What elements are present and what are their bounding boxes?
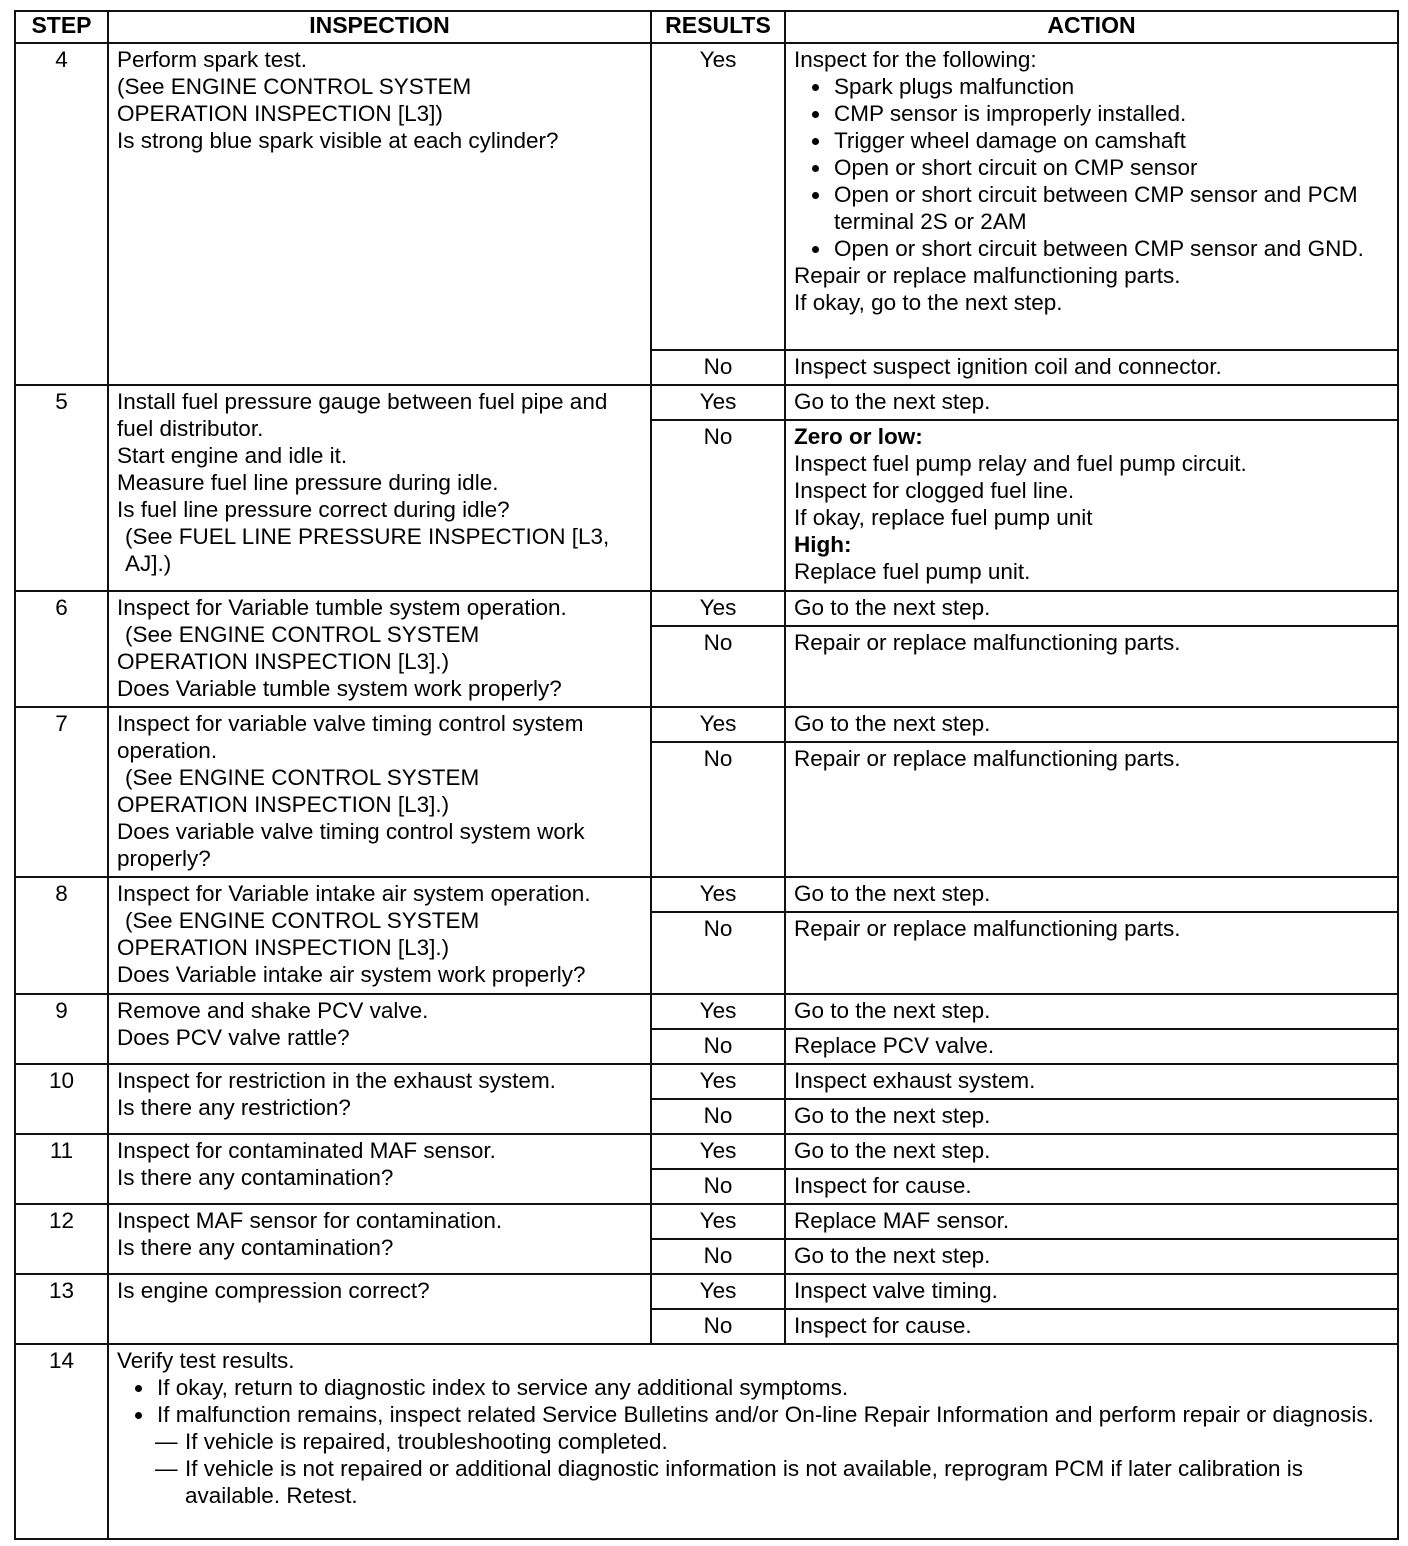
- step-number: 5: [15, 385, 108, 591]
- inspection-cell: [108, 385, 651, 591]
- verify-cell: [108, 1344, 1398, 1539]
- result-no: No: [651, 1099, 785, 1134]
- inspection-line: Is there any contamination?: [117, 1235, 394, 1260]
- action-cell: Go to the next step.: [785, 1239, 1398, 1274]
- inspection-cell: [108, 1204, 651, 1274]
- result-no: No: [651, 1169, 785, 1204]
- action-subheading: Zero or low:: [794, 424, 923, 449]
- list-item: • Open or short circuit between CMP sensor and GND.: [832, 235, 1389, 262]
- action-cell: Repair or replace malfunctioning parts.: [785, 742, 1398, 877]
- action-cell: Replace MAF sensor.: [785, 1204, 1398, 1239]
- step-number: 13: [15, 1274, 108, 1344]
- inspection-line: Is fuel line pressure correct during idle?: [117, 497, 510, 522]
- action-subheading: High:: [794, 532, 852, 557]
- result-yes: Yes: [651, 1134, 785, 1169]
- action-line: Inspect for the following:: [794, 47, 1037, 72]
- inspection-line: (See ENGINE CONTROL SYSTEM: [125, 908, 480, 933]
- step-number: 4: [15, 43, 108, 385]
- list-item: • Spark plugs malfunction: [832, 73, 1389, 100]
- step-number: 14: [15, 1344, 108, 1539]
- verify-bullet-list: [117, 1374, 1389, 1428]
- inspection-line: OPERATION INSPECTION [L3].): [117, 649, 450, 674]
- inspection-line: Inspect for Variable tumble system operation.: [117, 595, 567, 620]
- step-number: 6: [15, 591, 108, 707]
- result-no: No: [651, 420, 785, 591]
- action-line: If okay, go to the next step.: [794, 290, 1063, 315]
- result-no: No: [651, 912, 785, 994]
- inspection-line: Does Variable tumble system work properly?: [117, 676, 562, 701]
- list-item: • CMP sensor is improperly installed.: [832, 100, 1389, 127]
- action-line: If okay, replace fuel pump unit: [794, 505, 1093, 530]
- inspection-line: Does Variable intake air system work properly?: [117, 962, 586, 987]
- result-no: No: [651, 742, 785, 877]
- result-no: No: [651, 1029, 785, 1064]
- result-yes: Yes: [651, 707, 785, 742]
- inspection-cell: [108, 1064, 651, 1134]
- result-no: No: [651, 350, 785, 385]
- action-line: Inspect for clogged fuel line.: [794, 478, 1075, 503]
- inspection-line: (See ENGINE CONTROL SYSTEM: [125, 622, 480, 647]
- verify-intro: Verify test results.: [117, 1348, 295, 1373]
- action-cell: [785, 43, 1398, 350]
- inspection-cell: [108, 877, 651, 994]
- action-cell: Inspect exhaust system.: [785, 1064, 1398, 1099]
- inspection-line: Is strong blue spark visible at each cylinder?: [117, 128, 559, 153]
- result-yes: Yes: [651, 385, 785, 420]
- result-yes: Yes: [651, 877, 785, 912]
- action-cell: Repair or replace malfunctioning parts.: [785, 912, 1398, 994]
- inspection-cell: [108, 1134, 651, 1204]
- list-item: • Open or short circuit between CMP sensor and PCM terminal 2S or 2AM: [832, 181, 1389, 235]
- action-line: Inspect fuel pump relay and fuel pump circuit.: [794, 451, 1247, 476]
- table-row: [15, 1064, 1398, 1099]
- action-cell: Go to the next step.: [785, 707, 1398, 742]
- header-action: ACTION: [785, 11, 1398, 43]
- inspection-cell: [108, 1274, 651, 1344]
- action-bullet-list: [794, 73, 1389, 262]
- header-row: [15, 11, 1398, 43]
- inspection-line: Does PCV valve rattle?: [117, 1025, 350, 1050]
- action-cell: Replace PCV valve.: [785, 1029, 1398, 1064]
- table-row: [15, 1344, 1398, 1539]
- result-no: No: [651, 1309, 785, 1344]
- inspection-line: Remove and shake PCV valve.: [117, 998, 429, 1023]
- inspection-line: Is there any restriction?: [117, 1095, 351, 1120]
- inspection-line: Install fuel pressure gauge between fuel pipe and fuel distributor.: [117, 389, 608, 441]
- list-item: • If okay, return to diagnostic index to service any additional symptoms.: [155, 1374, 1389, 1401]
- inspection-line: OPERATION INSPECTION [L3].): [117, 792, 450, 817]
- action-cell: Go to the next step.: [785, 1099, 1398, 1134]
- result-yes: Yes: [651, 994, 785, 1029]
- action-cell: Inspect for cause.: [785, 1309, 1398, 1344]
- action-line: Replace fuel pump unit.: [794, 559, 1031, 584]
- step-number: 10: [15, 1064, 108, 1134]
- inspection-line: (See ENGINE CONTROL SYSTEM: [117, 74, 472, 99]
- inspection-cell: [108, 43, 651, 385]
- table-row: [15, 994, 1398, 1029]
- inspection-line: (See ENGINE CONTROL SYSTEM: [125, 765, 480, 790]
- header-step: STEP: [15, 11, 108, 43]
- inspection-line: Inspect for restriction in the exhaust system.: [117, 1068, 556, 1093]
- inspection-cell: [108, 707, 651, 877]
- inspection-line: Inspect for variable valve timing control system operation.: [117, 711, 584, 763]
- result-yes: Yes: [651, 1204, 785, 1239]
- table-row: [15, 1274, 1398, 1309]
- list-item: • Open or short circuit on CMP sensor: [832, 154, 1389, 181]
- inspection-line: Perform spark test.: [117, 47, 308, 72]
- inspection-line: Is engine compression correct?: [117, 1278, 430, 1303]
- step-number: 11: [15, 1134, 108, 1204]
- inspection-line: Inspect for contaminated MAF sensor.: [117, 1138, 496, 1163]
- step-number: 8: [15, 877, 108, 994]
- action-cell: Go to the next step.: [785, 385, 1398, 420]
- action-cell: Inspect for cause.: [785, 1169, 1398, 1204]
- step-number: 9: [15, 994, 108, 1064]
- inspection-line: Does variable valve timing control system work properly?: [117, 819, 585, 871]
- action-cell: Go to the next step.: [785, 994, 1398, 1029]
- inspection-cell: [108, 591, 651, 707]
- list-item: • Trigger wheel damage on camshaft: [832, 127, 1389, 154]
- table-row: [15, 1204, 1398, 1239]
- inspection-line: OPERATION INSPECTION [L3]): [117, 101, 443, 126]
- troubleshooting-table: [14, 10, 1399, 1540]
- inspection-line: Start engine and idle it.: [117, 443, 348, 468]
- action-cell: Inspect valve timing.: [785, 1274, 1398, 1309]
- header-inspection: INSPECTION: [108, 11, 651, 43]
- table-row: [15, 877, 1398, 912]
- table-row: [15, 43, 1398, 350]
- inspection-line: OPERATION INSPECTION [L3].): [117, 935, 450, 960]
- verify-dash-list: [117, 1428, 1389, 1509]
- inspection-line: Inspect for Variable intake air system operation.: [117, 881, 591, 906]
- action-cell: Go to the next step.: [785, 591, 1398, 626]
- table-row: [15, 385, 1398, 420]
- list-item: — If vehicle is repaired, troubleshooting completed.: [155, 1428, 1389, 1455]
- action-cell: Go to the next step.: [785, 1134, 1398, 1169]
- table-row: [15, 707, 1398, 742]
- result-yes: Yes: [651, 591, 785, 626]
- result-no: No: [651, 1239, 785, 1274]
- result-no: No: [651, 626, 785, 707]
- inspection-cell: [108, 994, 651, 1064]
- action-cell: [785, 420, 1398, 591]
- inspection-line: Measure fuel line pressure during idle.: [117, 470, 499, 495]
- inspection-line: Is there any contamination?: [117, 1165, 394, 1190]
- inspection-line: (See FUEL LINE PRESSURE INSPECTION [L3, AJ].): [125, 524, 610, 576]
- result-yes: Yes: [651, 43, 785, 350]
- table-row: [15, 1134, 1398, 1169]
- action-cell: Go to the next step.: [785, 877, 1398, 912]
- step-number: 12: [15, 1204, 108, 1274]
- list-item: • If malfunction remains, inspect related Service Bulletins and/or On-line Repair Information and perform repair or diagnosis.: [155, 1401, 1389, 1428]
- table-row: [15, 591, 1398, 626]
- list-item: — If vehicle is not repaired or additional diagnostic information is not available, reprogram PCM if later calibration is available. Retest.: [155, 1455, 1389, 1509]
- result-yes: Yes: [651, 1064, 785, 1099]
- step-number: 7: [15, 707, 108, 877]
- action-cell: Repair or replace malfunctioning parts.: [785, 626, 1398, 707]
- header-results: RESULTS: [651, 11, 785, 43]
- action-line: Repair or replace malfunctioning parts.: [794, 263, 1181, 288]
- inspection-line: Inspect MAF sensor for contamination.: [117, 1208, 503, 1233]
- action-cell: Inspect suspect ignition coil and connector.: [785, 350, 1398, 385]
- result-yes: Yes: [651, 1274, 785, 1309]
